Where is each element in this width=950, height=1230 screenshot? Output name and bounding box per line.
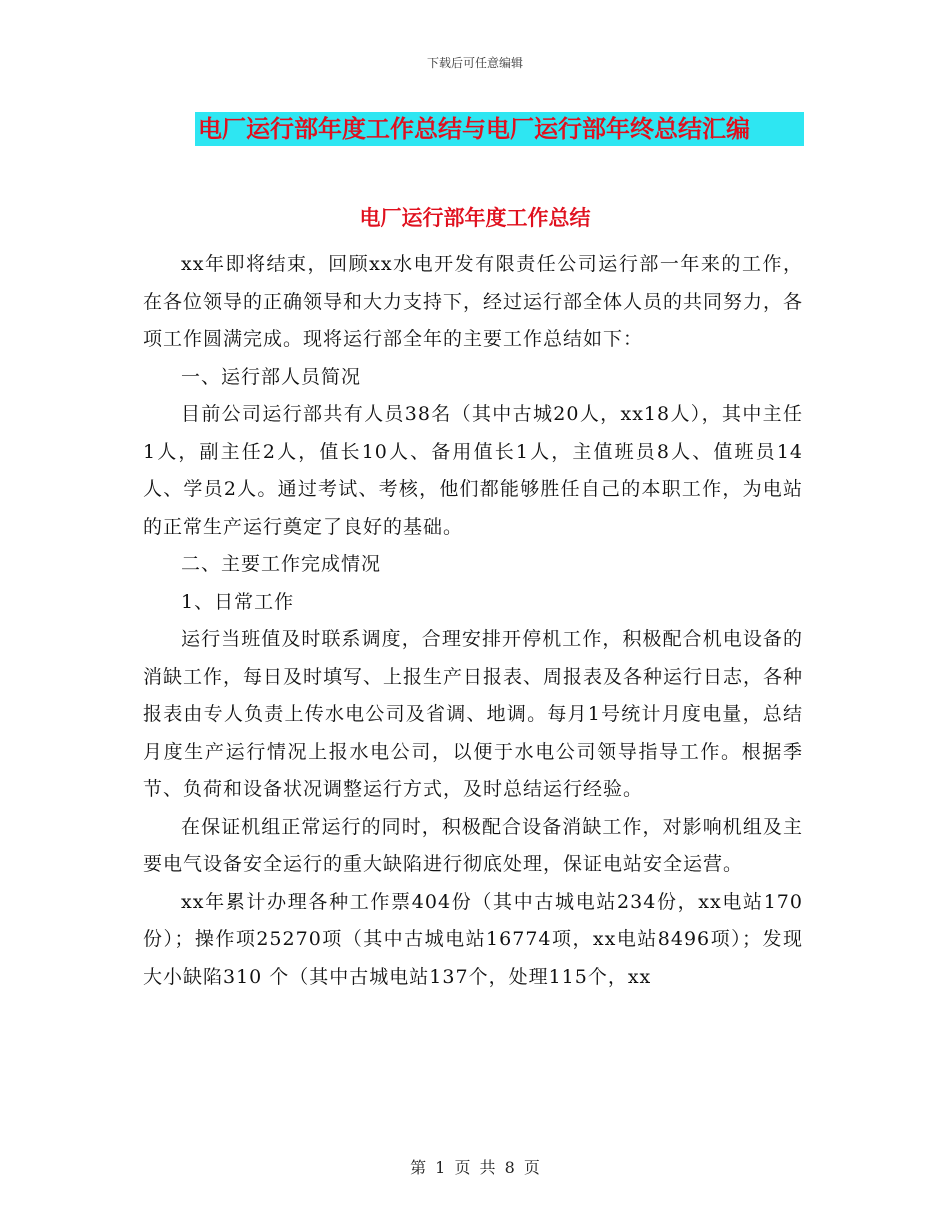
heading-main-work: 二、主要工作完成情况 xyxy=(181,553,382,575)
paragraph-intro: xx年即将结束，回顾xx水电开发有限责任公司运行部一年来的工作，在各位领导的正确领导和大力支持下，经过运行部全体人员的共同努力，各项工作圆满完成。现将运行部全年的主要工作总结如下： xyxy=(143,253,804,350)
heading-daily-work: 1、日常工作 xyxy=(181,590,295,613)
document-body xyxy=(143,246,803,996)
paragraph-staff: 目前公司运行部共有人员38名（其中古城20人，xx18人），其中主任1人，副主任2人，值长10人、备用值长1人，主值班员8人、值班员14人、学员2人。通过考试、考核，他们都能够胜任自己的本职工作，为电站的正常生产运行奠定了良好的基础。 xyxy=(143,403,803,538)
page-footer: 第 1 页 共 8 页 xyxy=(410,1158,540,1177)
paragraph-daily-work: 运行当班值及时联系调度，合理安排开停机工作，积极配合机电设备的消缺工作，每日及时填写、上报生产日报表、周报表及各种运行日志，各种报表由专人负责上传水电公司及省调、地调。每月1号统计月度电量，总结月度生产运行情况上报水电公司，以便于水电公司领导指导工作。根据季节、负荷和设备状况调整运行方式，及时总结运行经验。 xyxy=(143,628,804,800)
section-title: 电厂运行部年度工作总结 xyxy=(359,206,591,230)
heading-staff-overview: 一、运行部人员简况 xyxy=(181,365,362,388)
main-title: 电厂运行部年度工作总结与电厂运行部年终总结汇编 xyxy=(195,112,804,146)
header-note: 下载后可任意编辑 xyxy=(426,56,523,70)
paragraph-statistics: xx年累计办理各种工作票404份（其中古城电站234份，xx电站170份）；操作项25270项（其中古城电站16774项，xx电站8496项）；发现大小缺陷310 个（其中古城电站137个，处理115个，xx xyxy=(143,890,803,988)
paragraph-defect-work: 在保证机组正常运行的同时，积极配合设备消缺工作，对影响机组及主要电气设备安全运行的重大缺陷进行彻底处理，保证电站安全运营。 xyxy=(143,815,803,875)
